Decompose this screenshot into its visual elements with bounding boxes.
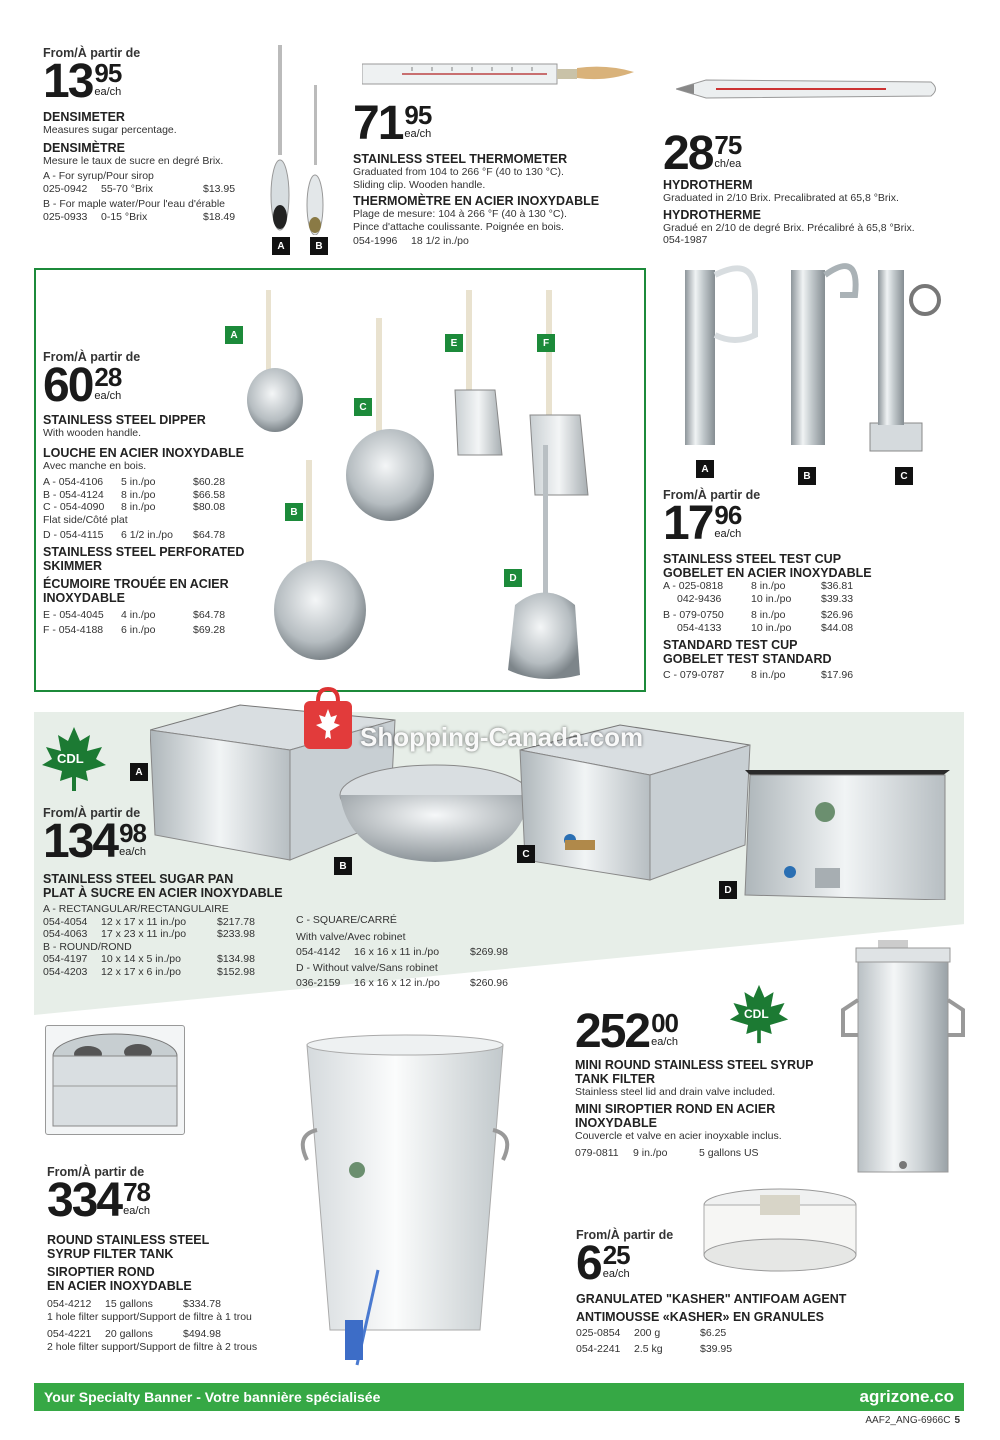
cdl-label: CDL	[57, 751, 84, 766]
test-cup-block	[663, 488, 872, 682]
antifoam-price: 6 25 ea/ch	[576, 1237, 630, 1290]
price-row: 054-4054 12 x 17 x 11 in./po $217.78	[43, 915, 255, 928]
from-label: From/À partir de	[576, 1228, 674, 1242]
product-title: STAINLESS STEEL PERFORATED	[43, 544, 245, 559]
product-title-fr: THERMOMÈTRE EN ACIER INOXYDABLE	[353, 194, 600, 208]
page-code: AAF2_ANG-6966C 5	[865, 1415, 960, 1426]
price-row: 079-0811 9 in./po 5 gallons US	[575, 1147, 759, 1159]
hydrotherm-image	[676, 72, 941, 106]
badge-a: A	[130, 763, 148, 781]
badge-a: A	[272, 237, 290, 255]
product-title: STAINLESS STEEL TEST CUP	[663, 552, 842, 566]
densimeter-block: From/À partir de 13 95 ea/ch DENSIMETER Measures sugar percentage. DENSIMÈTRE Mesure le taux de sucre en degré Brix. A - For syrup/Pour sirop 025-0942 55-70 °Brix $13.95 B - For maple water/Pour l'eau d'érable 025-0933 0-15 °Brix $18.49	[43, 46, 236, 223]
badge-b: B	[334, 857, 352, 875]
price-row: 042-9436 10 in./po $39.33	[677, 592, 854, 605]
badge-d: D	[504, 569, 522, 587]
mini-tank-price: 252 00 ea/ch	[575, 1005, 679, 1058]
price-row: 054-4063 17 x 23 x 11 in./po $233.98	[43, 928, 255, 940]
product-title: STAINLESS STEEL DIPPER	[43, 413, 206, 427]
product-title-fr: SIROPTIER ROND	[47, 1265, 155, 1279]
badge-f: F	[537, 334, 555, 352]
badge-e: E	[445, 334, 463, 352]
test-cup-price: 17 96 ea/ch	[663, 497, 742, 550]
price-row: 054-4221 20 gallons $494.98	[47, 1328, 221, 1340]
price-row: E - 054-4045 4 in./po $64.78	[43, 608, 226, 621]
watermark-text: Shopping-Canada.com	[360, 722, 644, 752]
cdl-label: CDL	[744, 1007, 769, 1021]
densimeter-price: 13 95 ea/ch	[43, 55, 122, 108]
price-row: B - 054-4124 8 in./po $66.58	[43, 488, 226, 501]
product-title: GRANULATED "KASHER" ANTIFOAM AGENT	[576, 1292, 847, 1306]
from-label: From/À partir de	[43, 350, 141, 364]
sugar-pan-price: 134 98 ea/ch	[43, 815, 147, 868]
dipper-block: From/À partir de 60 28 ea/ch STAINLESS STEEL DIPPER With wooden handle. LOUCHE EN ACIER INOXYDABLE Avec manche en bois. A - 054-4106 5 in./po $60.28 B - 054-4124 8 in./po $66.58 C - 054-4090 8 in./po $80.08 Flat side/Côté plat D - 054-4115 6 1/2 in./po $64.78 STAINLESS STEEL PERFORATED SKIMMER ÉCUMOIRE TROUÉE EN ACIER INOXYDABLE E - 054-4045 4 in./po $64.78 F - 054-4188 6 in./po $69.28	[43, 350, 245, 636]
product-title: ROUND STAINLESS STEEL	[47, 1233, 210, 1247]
price-row: A - 025-0818 8 in./po $36.81	[663, 580, 854, 592]
product-title: MINI ROUND STAINLESS STEEL SYRUP	[575, 1058, 814, 1072]
from-label: From/À partir de	[43, 46, 141, 60]
thermometer-block: 71 95 ea/ch STAINLESS STEEL THERMOMETER Graduated from 104 to 266 °F (40 to 130 °C). Sliding clip. Wooden handle. THERMOMÈTRE EN ACIER INOXYDABLE Plage de mesure: 104 à 266 °F (40 à 130 °C). Pince d'attache coulissante. Poignée en bois. 054-1996 18 1/2 in./po	[353, 97, 600, 247]
sugar-pan-block: From/À partir de 134 98 ea/ch STAINLESS STEEL SUGAR PAN PLAT À SUCRE EN ACIER INOXYDABLE A - RECTANGULAR/RECTANGULAIRE 054-4054 12 x 17 x 11 in./po $217.78 054-4063 17 x 23 x 11 in./po $233.98 B - ROUND/ROND 054-4197 10 x 14 x 5 in./po $134.98 054-4203 12 x 17 x 6 in./po $152.98	[43, 806, 283, 978]
from-label: From/À partir de	[47, 1165, 145, 1179]
price-row: 054-4197 10 x 14 x 5 in./po $134.98	[43, 953, 255, 965]
badge-c: C	[354, 398, 372, 416]
footer-banner	[34, 1383, 964, 1411]
price-row: 025-0933 0-15 °Brix $18.49	[43, 210, 236, 223]
hydrotherm-block: 28 75 ch/ea HYDROTHERM Graduated in 2/10 Brix. Precalibrated at 65,8 °Brix. HYDROTHERME Gradué en 2/10 de degré Brix. Précalibré à 65,8 °Brix. 054-1987	[663, 127, 915, 246]
product-title: STANDARD TEST CUP	[663, 638, 798, 652]
product-title-fr: ANTIMOUSSE «KASHER» EN GRANULES	[576, 1310, 824, 1324]
filter-insert-image	[45, 1025, 185, 1135]
product-title: STAINLESS STEEL SUGAR PAN	[43, 872, 234, 886]
badge-a: A	[225, 326, 243, 344]
price-row: 054-4203 12 x 17 x 6 in./po $152.98	[43, 965, 255, 978]
badge-a: A	[696, 460, 714, 478]
footer-site[interactable]: agrizone.co	[859, 1387, 954, 1406]
product-title-fr: GOBELET TEST STANDARD	[663, 652, 832, 666]
price-row: A - 054-4106 5 in./po $60.28	[43, 476, 226, 488]
price-row: 054-4212 15 gallons $334.78	[47, 1298, 221, 1310]
mini-tank-image	[838, 940, 968, 1185]
product-title-fr: LOUCHE EN ACIER INOXYDABLE	[43, 445, 244, 460]
price-row: 054-4142 16 x 16 x 11 in./po $269.98	[296, 946, 508, 958]
product-title: STAINLESS STEEL THERMOMETER	[353, 152, 568, 166]
badge-c: C	[895, 467, 913, 485]
price-row: C - 079-0787 8 in./po $17.96	[663, 669, 854, 681]
product-title-fr: DENSIMÈTRE	[43, 140, 125, 155]
price-row: F - 054-4188 6 in./po $69.28	[43, 624, 226, 636]
price-row: 054-1996 18 1/2 in./po	[353, 235, 469, 247]
footer-banner-text: Your Specialty Banner - Votre bannière spécialisée	[44, 1389, 381, 1405]
product-title: HYDROTHERM	[663, 178, 753, 192]
price-row: D - 054-4115 6 1/2 in./po $64.78	[43, 529, 226, 541]
price-row: B - 079-0750 8 in./po $26.96	[663, 609, 854, 621]
thermometer-price: 71 95 ea/ch	[353, 97, 432, 150]
badge-d: D	[719, 881, 737, 899]
page-number: 5	[954, 1415, 960, 1426]
product-title: DENSIMETER	[43, 110, 125, 124]
test-cup-images	[675, 255, 965, 455]
product-title-fr: ÉCUMOIRE TROUÉE EN ACIER	[43, 576, 229, 591]
price-row: 036-2159 16 x 16 x 12 in./po $260.96	[296, 977, 508, 989]
price-row: 054-4133 10 in./po $44.08	[677, 621, 854, 634]
price-row: 025-0854 200 g $6.25	[576, 1327, 727, 1339]
badge-b: B	[798, 467, 816, 485]
from-label: From/À partir de	[663, 488, 761, 502]
round-tank-price: 334 78 ea/ch	[47, 1174, 151, 1227]
product-title-fr: GOBELET EN ACIER INOXYDABLE	[663, 566, 872, 580]
price-row: 025-0942 55-70 °Brix $13.95	[43, 182, 236, 195]
from-label: From/À partir de	[43, 806, 141, 820]
price-row: 054-2241 2.5 kg $39.95	[576, 1342, 733, 1355]
badge-c: C	[517, 845, 535, 863]
mini-tank-block: 252 00 ea/ch MINI ROUND STAINLESS STEEL SYRUP TANK FILTER Stainless steel lid and drain valve included. MINI SIROPTIER ROND EN ACIER INOXYDABLE Couvercle et valve en acier inoyxable inclus. 079-0811 9 in./po 5 gallons US	[575, 1005, 814, 1159]
product-title-fr: HYDROTHERME	[663, 207, 761, 222]
dipper-price: 60 28 ea/ch	[43, 359, 122, 412]
densimeter-image	[268, 45, 338, 235]
watermark-bag-icon	[300, 687, 356, 751]
badge-b: B	[285, 503, 303, 521]
price-row: C - 054-4090 8 in./po $80.08	[43, 501, 226, 513]
antifoam-block	[576, 1228, 846, 1355]
sugar-pan-block-2: C - SQUARE/CARRÉ With valve/Avec robinet 054-4142 16 x 16 x 11 in./po $269.98 D - Without valve/Sans robinet 036-2159 16 x 16 x 12 in./po $260.96	[296, 914, 508, 989]
product-title-fr: PLAT À SUCRE EN ACIER INOXYDABLE	[43, 886, 283, 900]
round-tank-block: From/À partir de 334 78 ea/ch ROUND STAINLESS STEEL SYRUP FILTER TANK SIROPTIER ROND EN ACIER INOXYDABLE 054-4212 15 gallons $334.78 1 hole filter support/Support de filtre à 1 trou 054-4221 20 gallons $494.98 2 hole filter support/Support de filtre à 2 trous	[47, 1165, 258, 1353]
hydrotherm-price: 28 75 ch/ea	[663, 127, 742, 180]
badge-b: B	[310, 237, 328, 255]
round-tank-image	[295, 1030, 515, 1385]
product-title-fr: MINI SIROPTIER ROND EN ACIER	[575, 1101, 776, 1116]
thermometer-image	[362, 58, 637, 88]
